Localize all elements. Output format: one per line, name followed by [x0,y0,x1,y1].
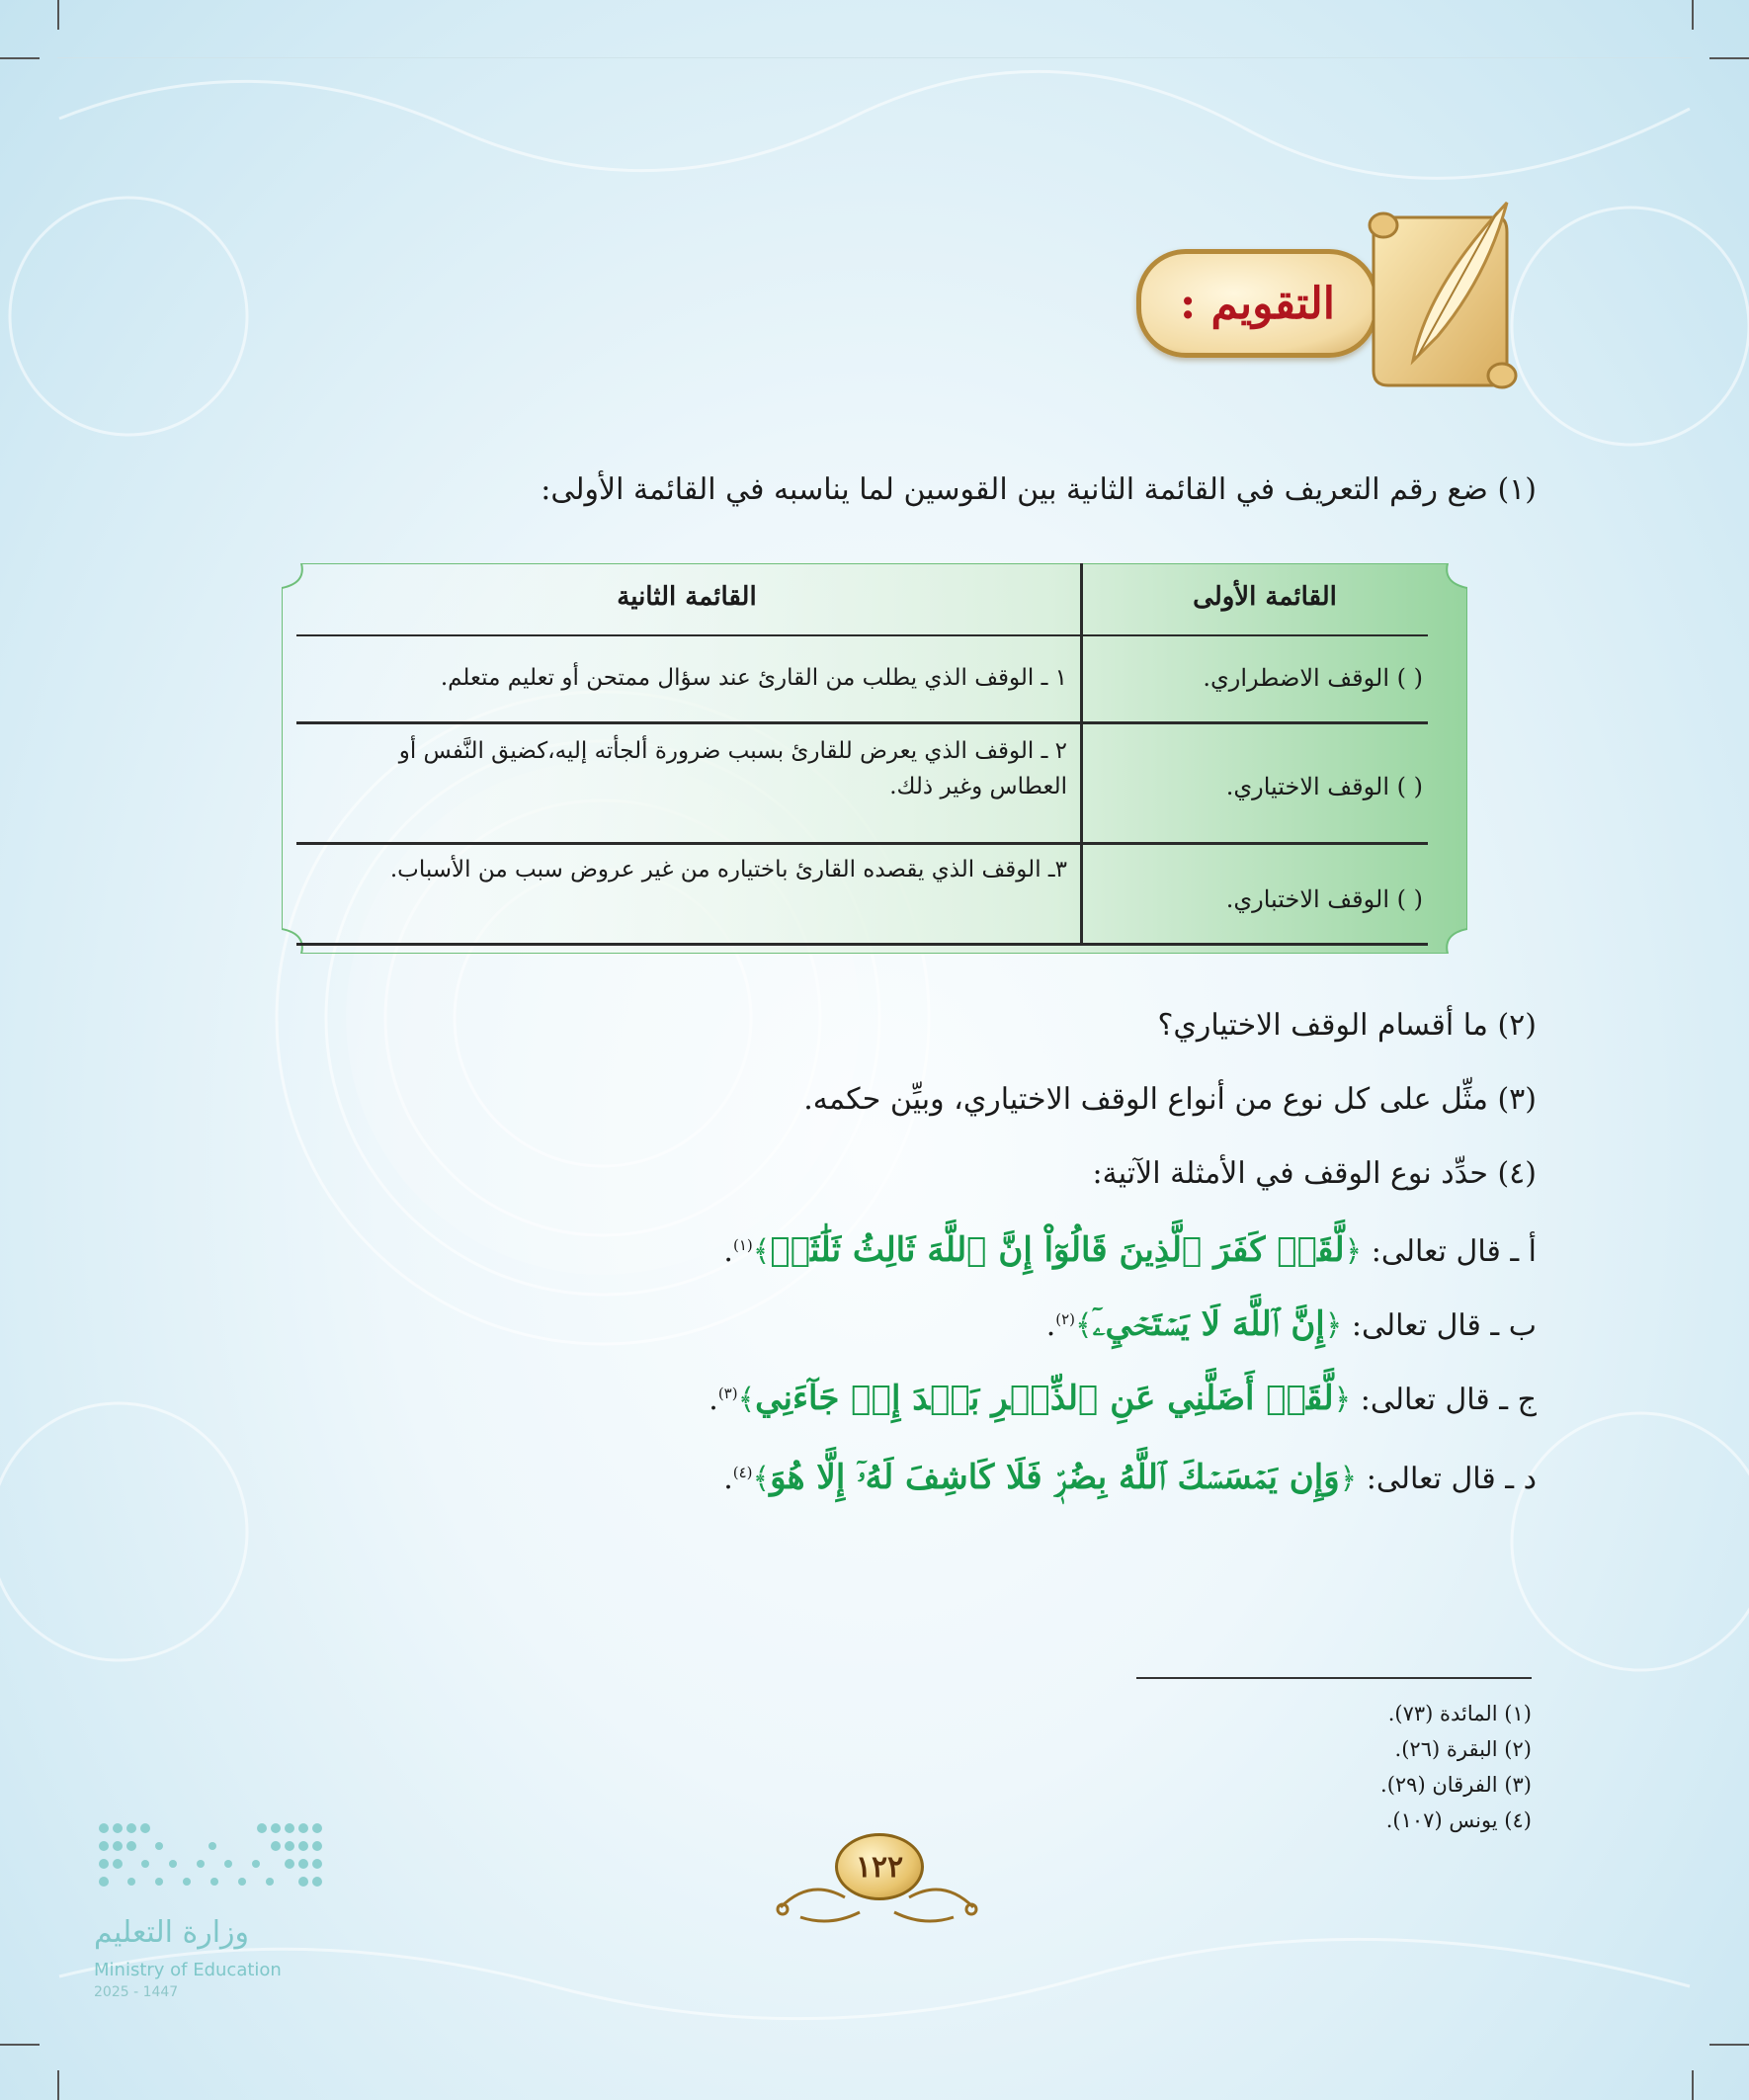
verse-ornament-icon: ﴿ [1333,1383,1352,1417]
crop-mark [0,2044,40,2046]
verse-ornament-icon: ﴿ [1344,1234,1363,1269]
table-column-divider [1080,563,1083,946]
table-row-2-second: ٢ ـ الوقف الذي يعرض للقارئ بسبب ضرورة ألجأته إليه،كضيق النَّفس أو العطاس وغير ذلك. [398,738,1067,799]
scroll-quill-icon [1359,198,1532,395]
question-2: (٢) ما أقسام الوقف الاختياري؟ [1157,1008,1537,1043]
logo-arabic-text: وزارة التعليم [94,1915,250,1950]
verse-ornament-icon: ﴾ [1075,1308,1093,1343]
crop-mark [1692,2070,1694,2100]
example-prefix: د ـ قال تعالى: [1366,1462,1537,1496]
logo-year-text: 2025 - 1447 [94,1984,179,2000]
footnote-4: (٤) يونس (١٠٧). [1385,1808,1532,1832]
example-prefix: ج ـ قال تعالى: [1360,1383,1537,1417]
table-header-second: القائمة الثانية [617,582,757,612]
example-c: ج ـ قال تعالى: ﴿لَّقَدۡ أَضَلَّنِي عَنِ ٱلذِّكۡرِ بَعۡدَ إِذۡ جَآءَنِي﴾$^{(٣)}$. [708,1379,1537,1418]
verse-text: لَّقَدۡ كَفَرَ ٱلَّذِينَ قَالُوٓاْ إِنَّ ٱللَّهَ ثَالِثُ ثَلَٰثَةٖ [770,1230,1345,1270]
verse-ornament-icon: ﴿ [1324,1308,1343,1343]
verse-ornament-icon: ﴾ [752,1462,771,1496]
table-rule [296,842,1428,845]
page-number: ١٢٢ [855,1849,904,1885]
matching-table [282,563,1467,954]
crop-mark [57,0,59,30]
crop-mark [57,2070,59,2100]
footnote-3: (٣) الفرقان (٢٩). [1380,1773,1532,1797]
table-header-first: القائمة الأولى [1193,582,1337,612]
page-number-ornament [771,1833,983,1932]
verse-ornament-icon: ﴾ [752,1234,771,1269]
footnote-1: (١) المائدة (٧٣). [1387,1702,1532,1725]
example-d: د ـ قال تعالى: ﴿وَإِن يَمۡسَسۡكَ ٱللَّهُ بِضُرّٖ فَلَا كَاشِفَ لَهُۥٓ إِلَّا هُوَ﴾$^{(٤)}$. [723,1458,1537,1497]
example-prefix: ب ـ قال تعالى: [1351,1308,1537,1343]
ministry-logo [94,1818,331,2006]
question-3: (٣) مثِّل على كل نوع من أنواع الوقف الاختياري، وبيِّن حكمه. [803,1082,1537,1117]
page-border-line [57,57,1692,58]
crop-mark [1692,0,1694,30]
question-4: (٤) حدِّد نوع الوقف في الأمثلة الآتية: [1092,1156,1537,1191]
verse-text: إِنَّ ٱللَّهَ لَا يَسۡتَحۡيِۦٓ [1092,1304,1325,1344]
verse-text: وَإِن يَمۡسَسۡكَ ٱللَّهُ بِضُرّٖ فَلَا كَاشِفَ لَهُۥٓ إِلَّا هُوَ [770,1458,1340,1497]
table-row-1-first: ( ) الوقف الاضطراري. [1203,664,1423,692]
section-title: التقويم : [1180,278,1335,329]
header-badge [1136,249,1378,358]
table-rule [296,943,1428,946]
crop-mark [0,57,40,59]
footnote-ref: (٤) [732,1464,753,1481]
logo-dots-icon [94,1818,331,1907]
verse-ornament-icon: ﴾ [737,1383,756,1417]
example-b: ب ـ قال تعالى: ﴿إِنَّ ٱللَّهَ لَا يَسۡتَحۡيِۦٓ﴾$^{(٢)}$. [1045,1304,1537,1344]
question-1: (١) ضع رقم التعريف في القائمة الثانية بين القوسين لما يناسبه في القائمة الأولى: [541,472,1537,507]
table-row-3-first: ( ) الوقف الاختباري. [1225,885,1423,913]
crop-mark [1709,57,1749,59]
footnote-ref: (١) [732,1236,753,1254]
footnote-2: (٢) البقرة (٢٦). [1394,1737,1532,1761]
crop-mark [1709,2044,1749,2046]
table-row-1-second: ١ ـ الوقف الذي يطلب من القارئ عند سؤال ممتحن أو تعليم متعلم. [440,665,1067,691]
example-prefix: أ ـ قال تعالى: [1371,1234,1537,1269]
page-number-badge [835,1833,924,1900]
verse-text: لَّقَدۡ أَضَلَّنِي عَنِ ٱلذِّكۡرِ بَعۡدَ إِذۡ جَآءَنِي [755,1379,1334,1418]
section-header [1107,198,1541,395]
verse-ornament-icon: ﴿ [1339,1462,1358,1496]
table-row-2-first: ( ) الوقف الاختياري. [1225,773,1423,800]
table-row-3-second: ٣ـ الوقف الذي يقصده القارئ باختياره من غير عروض سبب من الأسباب. [389,857,1067,882]
footnote-ref: (٢) [1055,1310,1076,1328]
logo-english-text: Ministry of Education [94,1960,282,1980]
footnote-ref: (٣) [717,1385,738,1402]
footnote-divider [1136,1677,1532,1679]
table-rule [296,721,1428,724]
example-a: أ ـ قال تعالى: ﴿لَّقَدۡ كَفَرَ ٱلَّذِينَ قَالُوٓاْ إِنَّ ٱللَّهَ ثَالِثُ ثَلَٰثَةٖ﴾$^{(١)}$. [723,1230,1537,1270]
table-rule [296,634,1428,636]
